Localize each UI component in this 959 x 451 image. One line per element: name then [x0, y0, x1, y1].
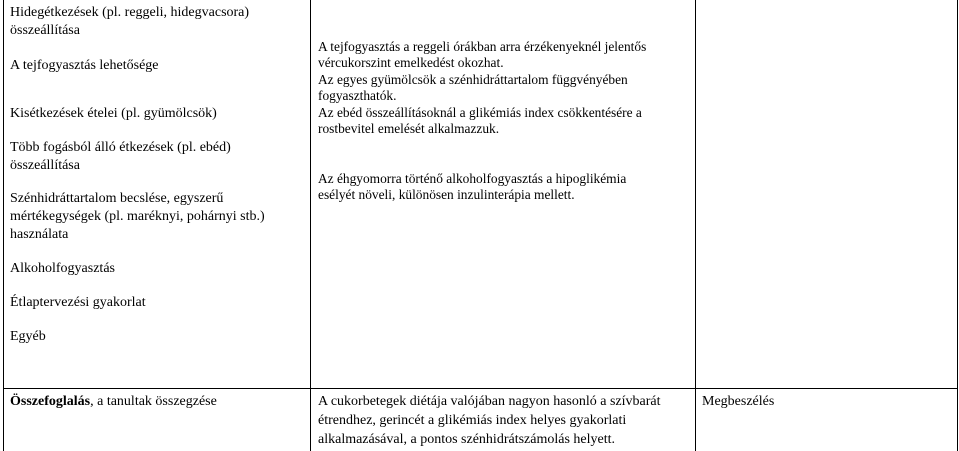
note-line: Az éhgyomorra történő alkoholfogyasztás a hipoglikémia: [318, 171, 627, 186]
note-paragraph: [318, 39, 646, 71]
summary-description-line: étrendhez, gerincét a glikémiás index helyes gyakorlati: [318, 413, 627, 428]
note-line: A tejfogyasztás a reggeli órákban arra érzékenyeknél jelentős: [318, 39, 647, 54]
grid-line-right-top: [957, 0, 958, 389]
topic-item: [10, 4, 265, 40]
grid-line-right-bottom: [957, 388, 958, 451]
note-paragraph: [318, 105, 646, 137]
topic-item: [10, 294, 265, 312]
grid-line-left-top: [3, 0, 4, 389]
summary-description-line: A cukorbetegek diétája valójában nagyon hasonló a szívbarát: [318, 394, 661, 409]
grid-line-row-separator: [3, 388, 958, 389]
note-line: Az ebéd összeállításoknál a glikémiás index csökkentésére a: [318, 105, 642, 120]
topic-line: Egyéb: [10, 329, 46, 344]
note-paragraph: [318, 72, 646, 104]
notes-column: [318, 39, 646, 203]
topic-line: összeállítása: [10, 23, 80, 38]
topic-line: összeállítása: [10, 158, 80, 173]
topic-item: [10, 105, 265, 123]
note-line: fogyaszthatók.: [318, 88, 397, 103]
summary-description-line: alkalmazásával, a pontos szénhidrátszámolás helyett.: [318, 432, 616, 447]
note-line: vércukorszint emelkedést okozhat.: [318, 55, 504, 70]
topic-line: használata: [10, 227, 69, 242]
note-line: Az egyes gyümölcsök a szénhidráttartalom függvényében: [318, 72, 628, 87]
topic-line: Hidegétkezések (pl. reggeli, hidegvacsora): [10, 5, 250, 20]
note-line: esélyét növeli, különösen inzulinterápia mellett.: [318, 187, 575, 202]
topic-item: [10, 57, 265, 75]
topic-line: Alkoholfogyasztás: [10, 261, 115, 276]
summary-bold-label: Összefoglalás: [10, 394, 91, 409]
discussion-cell: [702, 392, 774, 411]
topic-item: [10, 260, 265, 278]
topic-line: mértékegységek (pl. maréknyi, pohárnyi stb.): [10, 209, 265, 224]
grid-line-col1-top: [310, 0, 311, 389]
topic-line: Étlaptervezési gyakorlat: [10, 295, 146, 310]
topic-line: Több fogásból álló étkezések (pl. ebéd): [10, 140, 231, 155]
discussion-label: Megbeszélés: [702, 394, 775, 409]
summary-cell: [10, 392, 217, 411]
topic-line: Szénhidráttartalom becslése, egyszerű: [10, 191, 224, 206]
summary-rest-label: , a tanultak összegzése: [90, 394, 217, 409]
topic-item: [10, 190, 265, 244]
topic-item: [10, 139, 265, 175]
topics-column: [10, 4, 265, 346]
grid-line-col2-bottom: [695, 388, 696, 451]
summary-description-cell: [318, 392, 661, 449]
note-paragraph: [318, 171, 646, 203]
topic-line: Kisétkezések ételei (pl. gyümölcsök): [10, 106, 217, 121]
topic-line: A tejfogyasztás lehetősége: [10, 58, 159, 73]
grid-line-col1-bottom: [310, 388, 311, 451]
grid-line-left-bottom: [3, 388, 4, 451]
topic-item: [10, 328, 265, 346]
note-line: rostbevitel emelését alkalmazzuk.: [318, 121, 500, 136]
grid-line-col2-top: [695, 0, 696, 389]
